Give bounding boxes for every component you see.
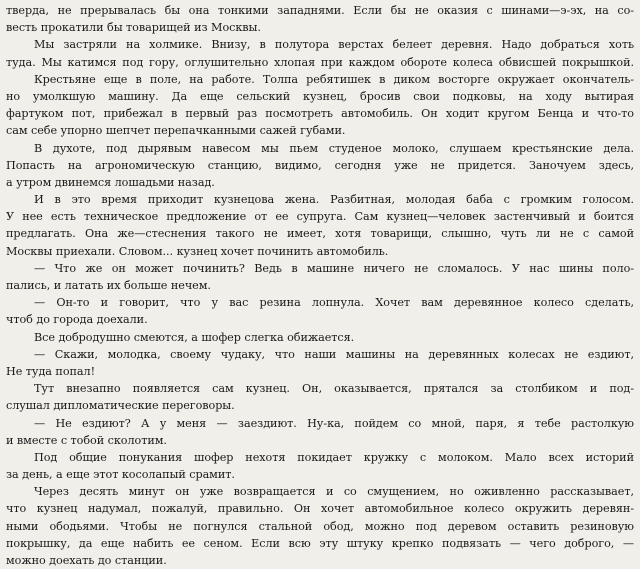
- text-line: слушал дипломатические переговоры.: [6, 399, 235, 413]
- text-line: фартуком пот, прибежал в первый раз посмотреть автомобиль. Он ходит кругом Бенца и что-то: [6, 107, 634, 121]
- text-line: сам себе упорно шепчет перепачканными сажей губами.: [6, 124, 346, 138]
- text-line: за день, а еще этот косолапый срамит.: [6, 468, 235, 482]
- text-line: Крестьяне еще в поле, на работе. Толпа ребятишек в диком восторге окружает окончатель-: [34, 72, 634, 86]
- text-line: предлагать. Она же—стеснения такого не имеет, хотя товарищи, слышно, чуть ли не с самой: [6, 227, 634, 241]
- text-line: пались, и латать их больше нечем.: [6, 279, 211, 292]
- text-line: а утром двинемся лошадьми назад.: [6, 175, 215, 189]
- text-line: и вместе с тобой сколотим.: [6, 433, 167, 447]
- text-line: Через десять минут он уже возвращается и со смущением, но оживленно рассказывает,: [34, 485, 634, 499]
- text-line: Москвы приехали. Словом... кузнец хочет починить автомобиль.: [6, 244, 389, 258]
- text-line: — Он-то и говорит, что у вас резина лопнула. Хочет вам деревянное колесо сделать,: [34, 296, 634, 310]
- text-line: туда. Мы катимся под гору, оглушительно хлопая при каждом обороте колеса обвисшей покрышкой.: [6, 55, 634, 69]
- text-line: И в это время приходит кузнецова жена. Разбитная, молодая баба с громким голосом.: [34, 193, 634, 207]
- text-line: Попасть на агрономическую станцию, видимо, сегодня уже не придется. Заночуем здесь,: [6, 158, 634, 172]
- text-line: — Что же он может починить? Ведь в машине ничего не сломалось. У нас шины поло-: [34, 261, 634, 275]
- text-line: можно доехать до станции.: [6, 554, 167, 567]
- text-line: Тут внезапно появляется сам кузнец. Он, оказывается, прятался за столбиком и под-: [34, 382, 634, 396]
- text-line: покрышку, да еще набить ее сеном. Если всю эту штуку крепко подвязать — чего доброго, —: [6, 536, 634, 550]
- text-line: В духоте, под дырявым навесом мы пьем студеное молоко, слушаем крестьянские дела.: [34, 141, 634, 155]
- text-line: У нее есть техническое предложение от ее супруга. Сам кузнец—человек застенчивый и боится: [6, 210, 634, 224]
- text-line: ными ободьями. Чтобы не погнулся стальной обод, можно под деревом оставить резиновую: [6, 519, 634, 533]
- text-line: Мы застряли на холмике. Внизу, в полутора верстах белеет деревня. Надо добраться хоть: [34, 38, 634, 52]
- text-line: Все добродушно смеются, а шофер слегка обижается.: [34, 330, 355, 344]
- text-line: чтоб до города доехали.: [6, 313, 148, 327]
- text-line: весть прокатили бы товарищей из Москвы.: [6, 21, 261, 35]
- text-line: Не туда попал!: [6, 364, 96, 378]
- text-line: но умолкшую машину. Да еще сельский кузнец, бросив свои подковы, на ходу вытирая: [6, 89, 634, 103]
- text-line: тверда, не прерывалась бы она тонкими западнями. Если бы не оказия с шинами—э-эх, на со-: [6, 4, 634, 17]
- text-line: Под общие понукания шофер нехотя покидает кружку с молоком. Мало всех историй: [34, 450, 634, 464]
- text-line: что кузнец надумал, пожалуй, правильно. Он хочет автомобильное колесо окружить деревян-: [6, 502, 634, 516]
- text-line: — Не ездиют? А у меня — заездиют. Ну-ка, пойдем со мной, паря, я тебе растолкую: [34, 416, 634, 430]
- text-line: — Скажи, молодка, своему чудаку, что наши машины на деревянных колесах не ездиют,: [34, 347, 634, 361]
